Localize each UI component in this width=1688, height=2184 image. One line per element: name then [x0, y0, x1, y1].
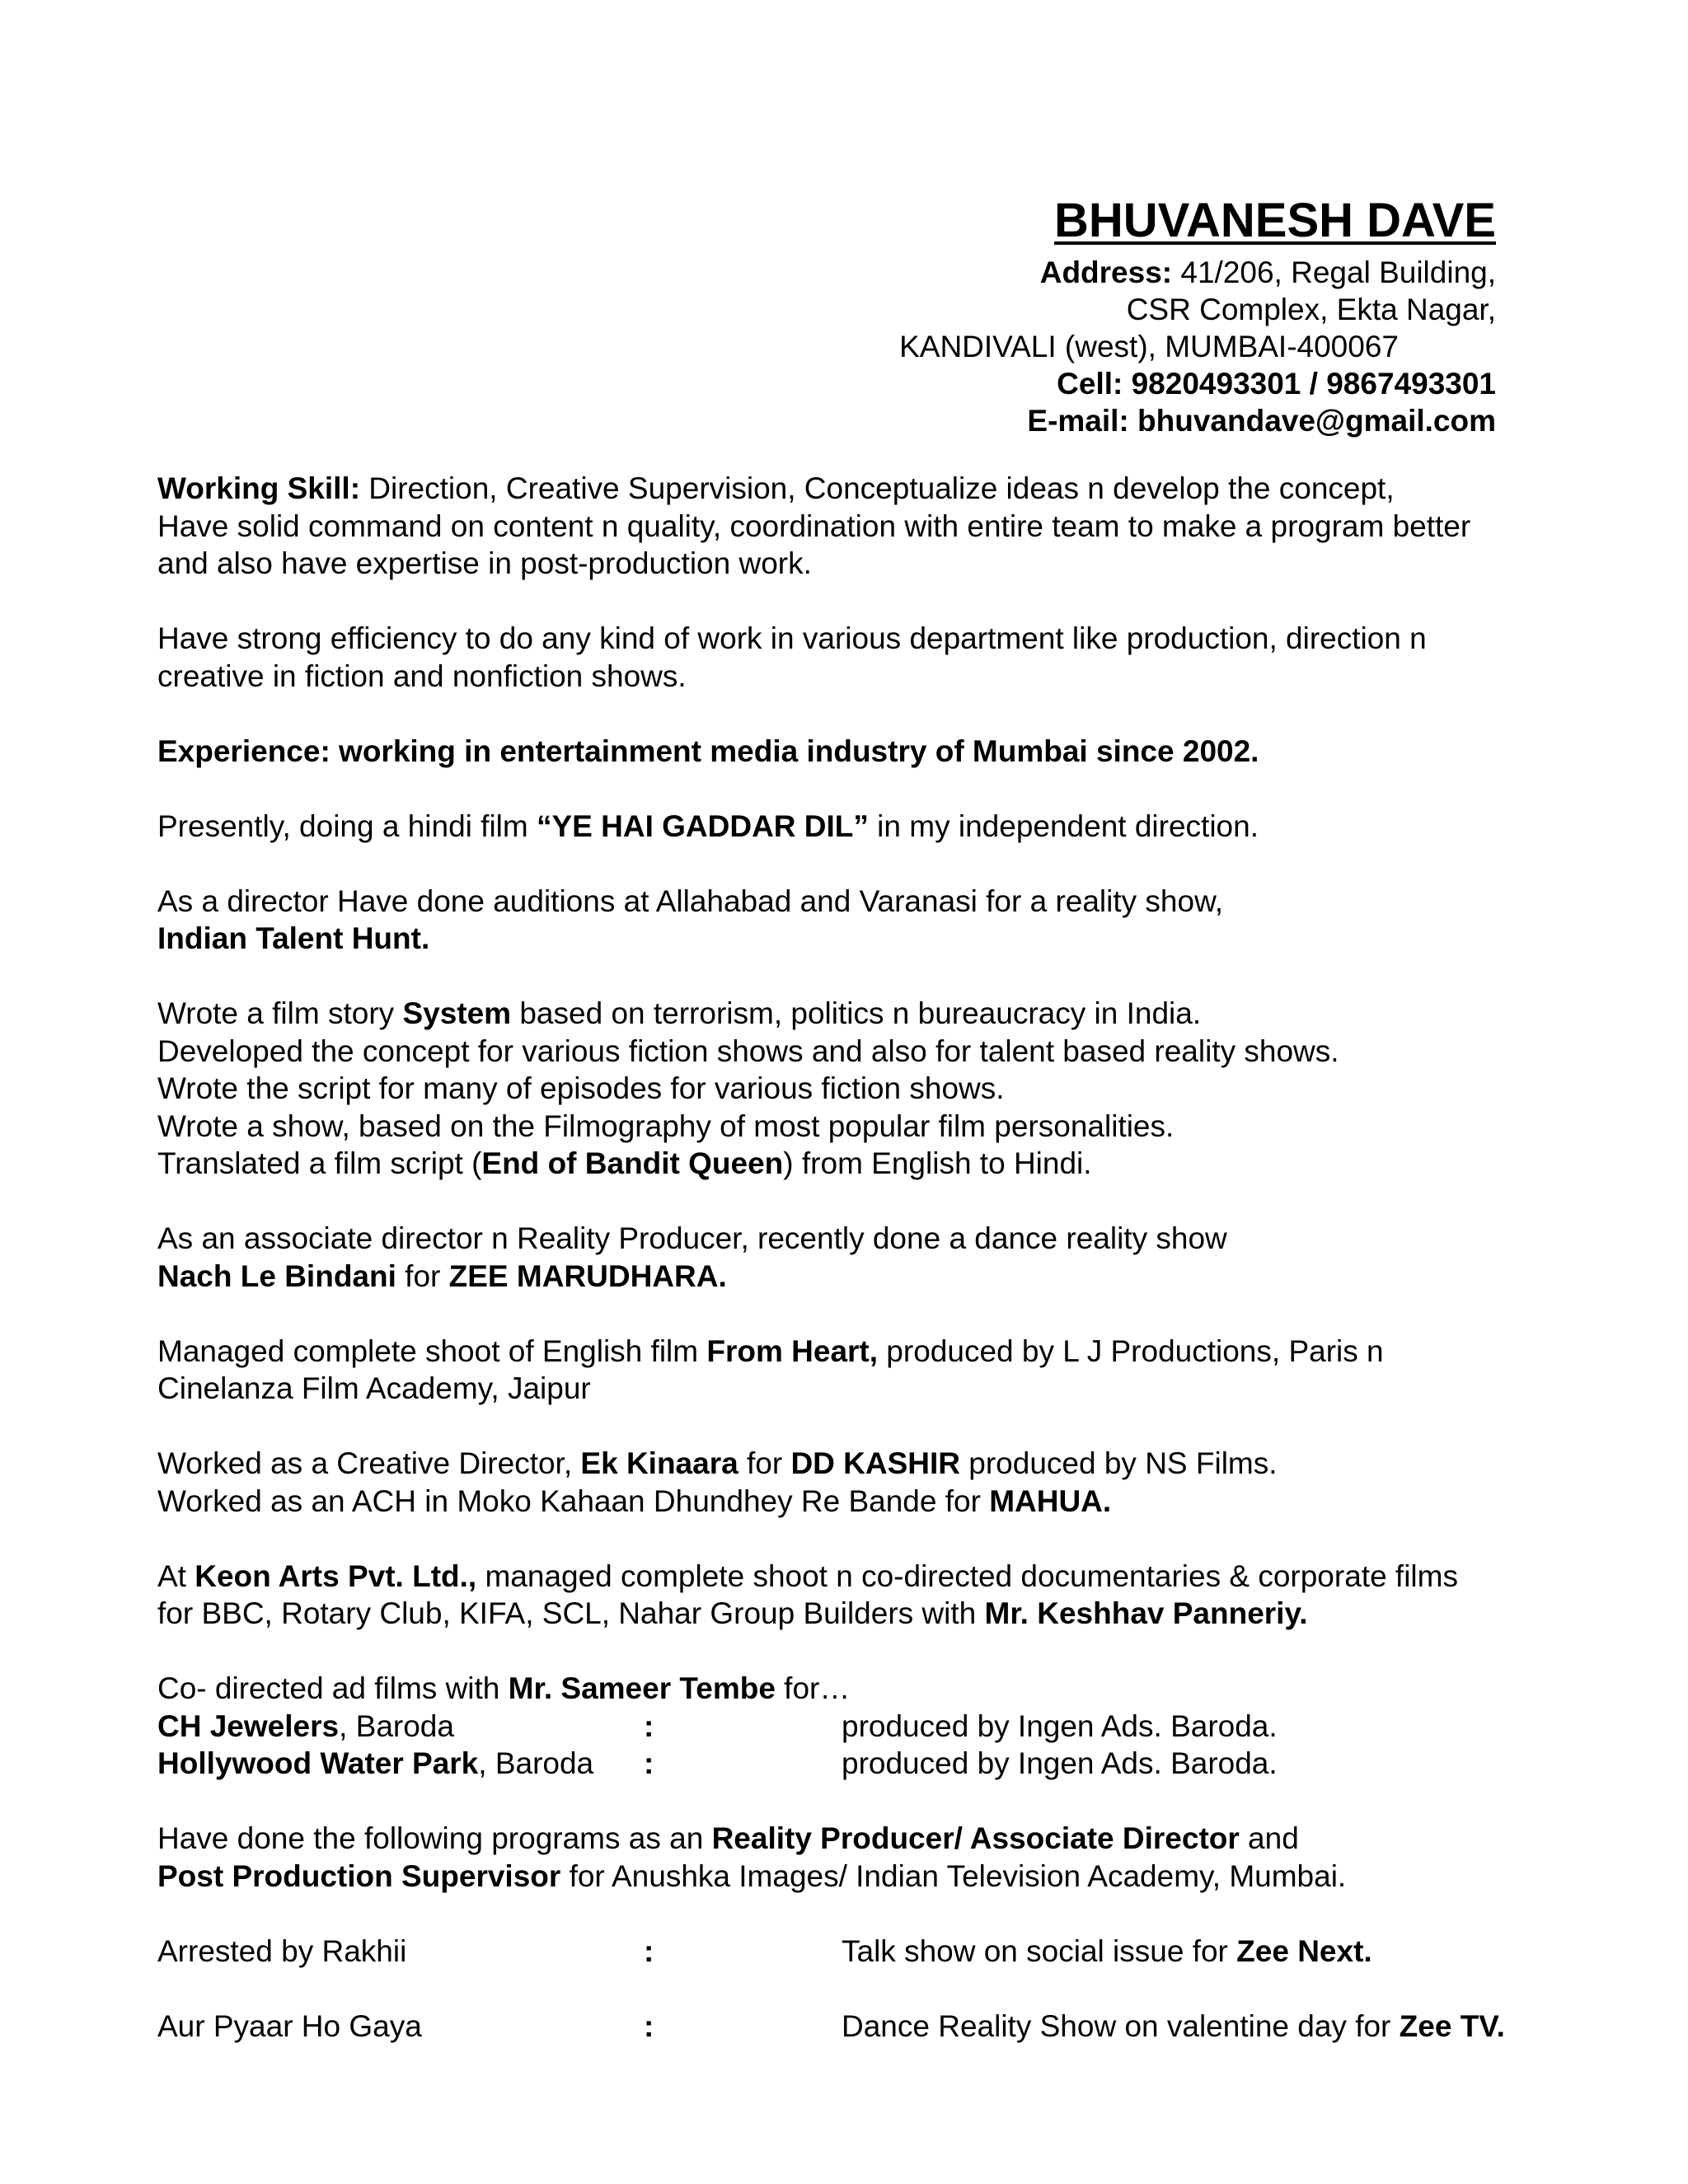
program-list	[157, 1933, 1575, 2046]
efficiency-line-1: Have strong efficiency to do any kind of work in various department like production, direction n	[157, 621, 1427, 655]
ad-client-cell	[157, 1708, 454, 1746]
film-story-title: System	[402, 996, 512, 1030]
managed-line-2: Cinelanza Film Academy, Jaipur	[157, 1371, 591, 1405]
ads-person: Mr. Sameer Tembe	[508, 1671, 776, 1705]
programs-l1-pre: Have done the following programs as an	[157, 1821, 712, 1855]
associate-show: Nach Le Bindani	[157, 1258, 396, 1293]
creative-show: Ek Kinaara	[580, 1446, 738, 1480]
program-separator: :	[644, 1933, 654, 1968]
programs-line-1	[157, 1820, 1575, 1858]
writing-line-3: Wrote the script for many of episodes for various fiction shows.	[157, 1071, 1005, 1105]
writing-line-4: Wrote a show, based on the Filmography of most popular film personalities.	[157, 1108, 1175, 1143]
ads-section	[157, 1670, 1575, 1783]
program-channel: Zee TV.	[1399, 2008, 1505, 2043]
writing-l5-post: ) from English to Hindi.	[783, 1146, 1092, 1180]
keon-line-1	[157, 1558, 1575, 1596]
experience-text: Experience: working in entertainment media industry of Mumbai since 2002.	[157, 733, 1259, 768]
program-separator: :	[644, 2008, 654, 2043]
address-line-3: KANDIVALI (west), MUMBAI-400067	[899, 330, 1399, 363]
program-row	[157, 1933, 1575, 1971]
ad-city: , Baroda	[478, 1746, 594, 1780]
creative-for: for	[738, 1446, 791, 1480]
creative-line-2	[157, 1483, 1575, 1521]
auditions-line: As a director Have done auditions at Allahabad and Varanasi for a reality show,	[157, 883, 1224, 918]
associate-for: for	[396, 1258, 449, 1293]
associate-line-1: As an associate director n Reality Producer, recently done a dance reality show	[157, 1221, 1227, 1255]
keon-pre: At	[157, 1558, 195, 1593]
associate-section	[157, 1220, 1575, 1295]
keon-l2-pre: for BBC, Rotary Club, KIFA, SCL, Nahar Group Builders with	[157, 1596, 985, 1630]
ad-separator: :	[644, 1746, 654, 1780]
auditions-section	[157, 883, 1575, 958]
ad-producer: produced by Ingen Ads. Baroda.	[842, 1708, 1278, 1743]
programs-section	[157, 1820, 1575, 1895]
ad-client: CH Jewelers	[157, 1708, 340, 1743]
ad-separator: :	[644, 1708, 654, 1743]
creative-line-1	[157, 1445, 1575, 1483]
creative-l1-post: produced by NS Films.	[960, 1446, 1278, 1480]
ad-client: Hollywood Water Park	[157, 1746, 479, 1780]
experience-section	[157, 733, 1575, 771]
translated-script-title: End of Bandit Queen	[481, 1146, 784, 1180]
keon-company: Keon Arts Pvt. Ltd.,	[195, 1558, 477, 1593]
current-film-title: “YE HAI GADDAR DIL”	[537, 808, 869, 843]
writing-line-2: Developed the concept for various fiction shows and also for talent based reality shows.	[157, 1033, 1339, 1068]
ad-producer: produced by Ingen Ads. Baroda.	[842, 1746, 1278, 1780]
ads-intro	[157, 1670, 1575, 1708]
working-skill-line-3: and also have expertise in post-production work.	[157, 546, 812, 580]
working-skill-section	[157, 470, 1575, 583]
working-skill-line-2: Have solid command on content n quality, coordination with entire team to make a program better	[157, 509, 1471, 543]
cell-line	[824, 365, 1496, 402]
efficiency-line-2: creative in fiction and nonfiction shows.	[157, 658, 687, 693]
keon-section	[157, 1558, 1575, 1633]
managed-section	[157, 1333, 1575, 1408]
address-line-1	[824, 254, 1496, 291]
programs-role: Reality Producer/ Associate Director	[711, 1821, 1240, 1855]
ads-post: for…	[775, 1671, 851, 1705]
managed-post: produced by L J Productions, Paris n	[878, 1333, 1384, 1368]
creative-section	[157, 1445, 1575, 1520]
managed-pre: Managed complete shoot of English film	[157, 1333, 707, 1368]
creative-l1-pre: Worked as a Creative Director,	[157, 1446, 581, 1480]
resume-body	[157, 470, 1575, 2083]
ads-pre: Co- directed ad films with	[157, 1671, 509, 1705]
working-skill-line-1	[157, 470, 1575, 508]
ad-client-cell	[157, 1745, 593, 1783]
keon-post: managed complete shoot n co-directed documentaries & corporate films	[476, 1558, 1458, 1593]
associate-line-2	[157, 1258, 1575, 1296]
cell-value: 9820493301 / 9867493301	[1123, 367, 1496, 401]
working-skill-label: Working Skill:	[157, 471, 361, 505]
keon-line-2	[157, 1595, 1575, 1633]
efficiency-section	[157, 620, 1575, 695]
program-desc-cell	[842, 1933, 1372, 1971]
creative-l2-channel: MAHUA.	[989, 1483, 1112, 1518]
auditions-show: Indian Talent Hunt.	[157, 921, 430, 955]
managed-line-1	[157, 1333, 1575, 1371]
keon-person: Mr. Keshhav Panneriy.	[984, 1596, 1308, 1630]
cell-label: Cell:	[1057, 367, 1123, 401]
program-desc: Dance Reality Show on valentine day for	[842, 2008, 1400, 2043]
writing-line-5	[157, 1145, 1575, 1183]
program-title: Aur Pyaar Ho Gaya	[157, 2008, 422, 2043]
presently-line	[157, 808, 1575, 846]
writing-l1-pre: Wrote a film story	[157, 996, 403, 1030]
presently-section	[157, 808, 1575, 846]
writing-l5-pre: Translated a film script (	[157, 1146, 482, 1180]
email-line	[824, 402, 1496, 439]
program-title: Arrested by Rakhii	[157, 1933, 407, 1968]
address-line-2: CSR Complex, Ekta Nagar,	[1126, 293, 1496, 326]
candidate-name: BHUVANESH DAVE	[1053, 194, 1496, 247]
programs-l1-post: and	[1239, 1821, 1299, 1855]
programs-l2-post: for Anushka Images/ Indian Television Academy, Mumbai.	[560, 1858, 1347, 1893]
program-desc-cell	[842, 2008, 1505, 2046]
ad-row	[157, 1708, 1575, 1746]
presently-pre: Presently, doing a hindi film	[157, 808, 537, 843]
resume-header	[824, 191, 1496, 439]
writing-l1-post: based on terrorism, politics n bureaucracy in India.	[511, 996, 1202, 1030]
program-channel: Zee Next.	[1236, 1933, 1372, 1968]
address-street: 41/206, Regal Building,	[1172, 255, 1496, 289]
creative-l2-pre: Worked as an ACH in Moko Kahaan Dhundhey Re Bande for	[157, 1483, 990, 1518]
program-desc: Talk show on social issue for	[842, 1933, 1237, 1968]
presently-post: in my independent direction.	[868, 808, 1259, 843]
creative-channel: DD KASHIR	[790, 1446, 960, 1480]
address-label: Address:	[1039, 255, 1173, 289]
ad-city: , Baroda	[339, 1708, 454, 1743]
ad-row	[157, 1745, 1575, 1783]
program-row	[157, 2008, 1575, 2046]
writing-line-1	[157, 995, 1575, 1033]
working-skill-text: Direction, Creative Supervision, Conceptualize ideas n develop the concept,	[360, 471, 1395, 505]
managed-film: From Heart,	[706, 1333, 879, 1368]
programs-role-2: Post Production Supervisor	[157, 1858, 561, 1893]
email-value: bhuvandave@gmail.com	[1128, 404, 1496, 438]
email-label: E-mail:	[1027, 404, 1129, 438]
associate-channel: ZEE MARUDHARA.	[448, 1258, 727, 1293]
writing-section	[157, 995, 1575, 1183]
programs-line-2	[157, 1858, 1575, 1896]
